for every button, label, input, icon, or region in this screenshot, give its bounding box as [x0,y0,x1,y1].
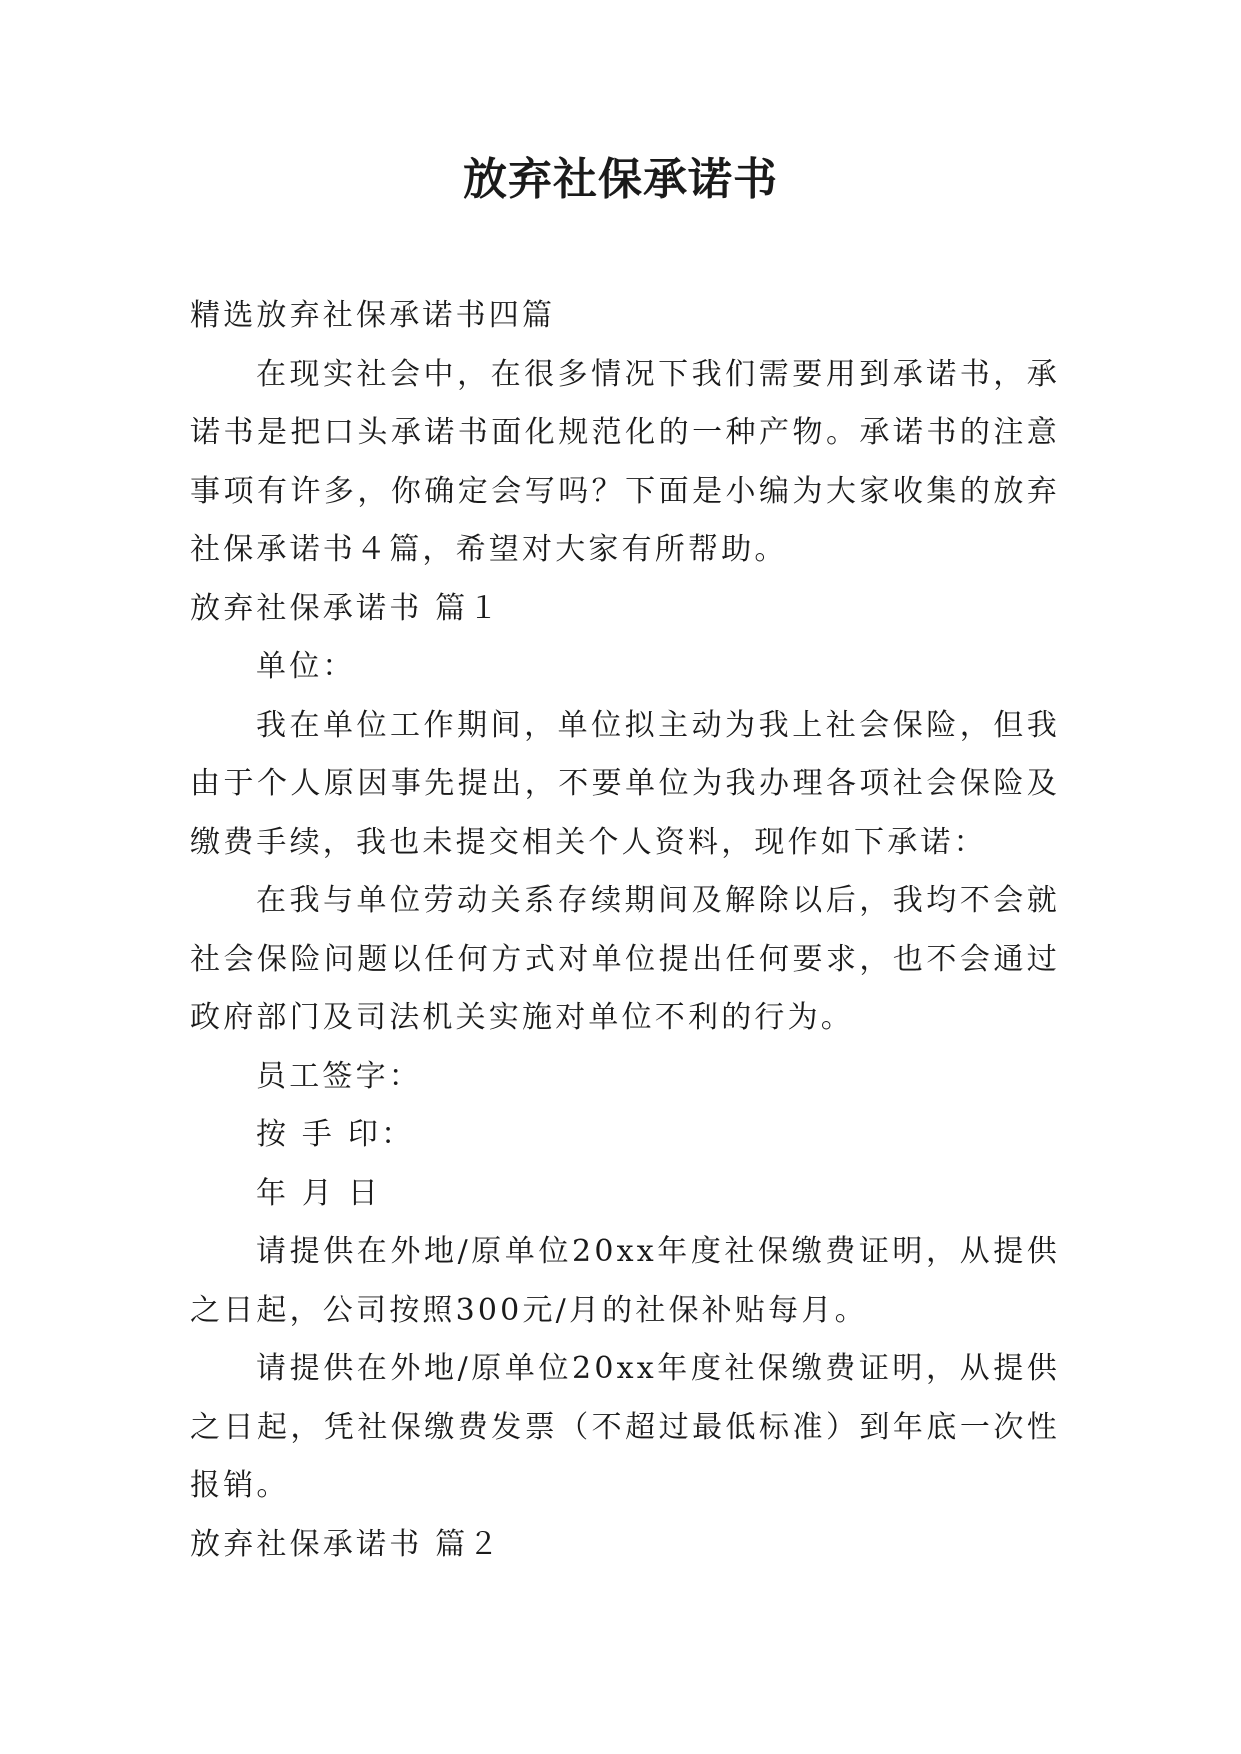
body-paragraph: 在我与单位劳动关系存续期间及解除以后，我均不会就社会保险问题以任何方式对单位提出任何要求，也不会通过政府部门及司法机关实施对单位不利的行为。 [190,883,1060,1035]
date-line: 年 月 日 [256,1175,382,1211]
salutation-paragraph: 单位： [256,649,356,684]
intro-paragraph: 在现实社会中，在很多情况下我们需要用到承诺书，承诺书是把口头承诺书面化规范化的一种产物。承诺书的注意事项有许多，你确定会写吗？下面是小编为大家收集的放弃社保承诺书４篇，希望对大家有所帮助。 [190,356,1060,567]
document-body [190,287,1060,1574]
body-paragraph: 请提供在外地/原单位20xx年度社保缴费证明，从提供之日起，凭社保缴费发票（不超过最低标准）到年底一次性报销。 [190,1351,1060,1503]
subtitle-paragraph: 精选放弃社保承诺书四篇 [190,298,556,333]
body-paragraph: 我在单位工作期间，单位拟主动为我上社会保险，但我由于个人原因事先提出，不要单位为我办理各项社会保险及缴费手续，我也未提交相关个人资料，现作如下承诺： [190,707,1060,860]
signature-line: 员工签字： [256,1058,422,1094]
document-title: 放弃社保承诺书 [463,154,778,205]
section-heading-1: 放弃社保承诺书 篇１ [190,590,502,626]
section-heading-2: 放弃社保承诺书 篇２ [190,1526,502,1562]
fingerprint-line: 按 手 印： [256,1117,415,1152]
body-paragraph: 请提供在外地/原单位20xx年度社保缴费证明，从提供之日起，公司按照300元/月的社保补贴每月。 [190,1234,1060,1328]
